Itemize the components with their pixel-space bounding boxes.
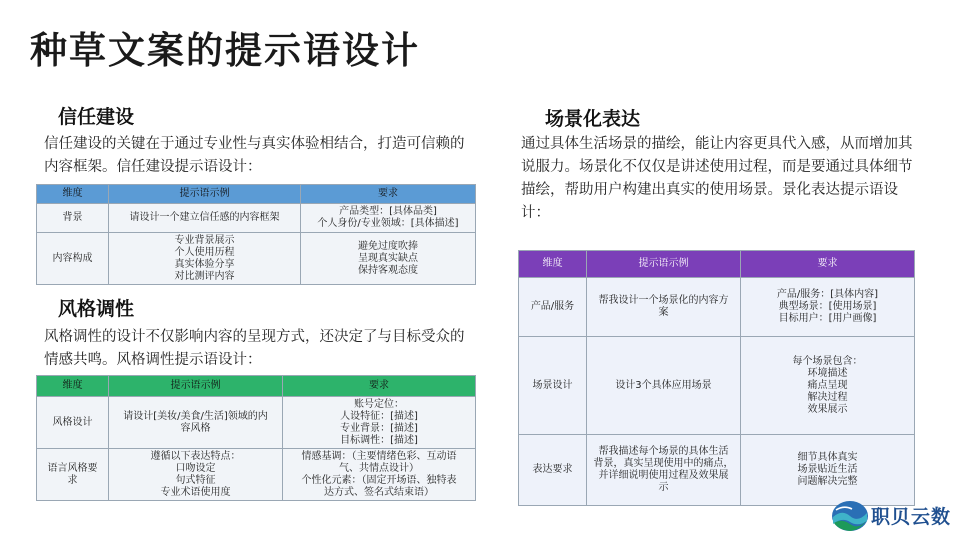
header-dimension: 维度 [37, 185, 109, 204]
scene-paragraph: 通过具体生活场景的描绘，能让内容更具代入感，从而增加其说服力。场景化不仅仅是讲述使用过程，而是要通过具体细节描绘，帮助用户构建出真实的使用场景。景化表达提示语设计： [521, 136, 913, 221]
header-dimension: 维度 [37, 376, 109, 397]
dimension-cell-line: 场景设计 [532, 379, 573, 391]
example-cell-line: 案 [658, 307, 669, 318]
example-cell-line: 并详细说明使用过程及效果展 [598, 470, 729, 481]
requirement-cell-line: 避免过度吹捧 [358, 240, 418, 252]
requirement-cell-line: 细节具体真实 [797, 452, 858, 463]
style-table [36, 375, 476, 501]
dimension-cell [37, 397, 109, 449]
example-cell-line: 真实体验分享 [174, 258, 235, 270]
requirement-cell-line: 保持客观态度 [358, 264, 418, 276]
example-cell [109, 204, 301, 233]
dimension-cell [519, 337, 587, 435]
table-row [519, 435, 915, 506]
table-row [37, 233, 476, 285]
requirement-cell-line: 情感基调：（主要情绪色彩、互动语 [301, 450, 457, 462]
requirement-cell [283, 397, 476, 449]
example-cell-line: 请设计[美妆/美食/生活]领域的内 [123, 410, 268, 422]
requirement-cell-line: 气、共情点设计） [339, 462, 419, 474]
dimension-cell [37, 204, 109, 233]
dimension-cell-line: 内容构成 [52, 252, 93, 264]
style-heading: 风格调性 [58, 298, 135, 320]
requirement-cell-line: 环境描述 [807, 367, 848, 379]
header-example: 提示语示例 [587, 251, 741, 278]
dimension-cell-line: 风格设计 [52, 416, 93, 428]
example-cell-line: 背景，真实呈现使用中的痛点， [593, 458, 734, 469]
table-row [519, 337, 915, 435]
requirement-cell-line: 人设特征：[描述] [340, 410, 418, 422]
example-cell-line: 专业术语使用度 [160, 486, 231, 498]
requirement-cell-line: 专业背景：[描述] [340, 422, 418, 434]
example-cell-line: 对比测评内容 [174, 270, 235, 282]
requirement-cell [301, 204, 476, 233]
requirement-cell-line: 痛点呈现 [807, 379, 848, 391]
dimension-cell [37, 233, 109, 285]
style-rows [37, 397, 476, 501]
requirement-cell [741, 337, 915, 435]
dimension-cell [519, 278, 587, 337]
scene-rows [519, 278, 915, 506]
requirement-cell-line: 目标用户：[用户画像] [778, 313, 877, 324]
requirement-cell-line: 个人身份/专业领域：[具体描述] [317, 218, 459, 229]
dimension-cell [37, 449, 109, 501]
header-example: 提示语示例 [109, 376, 283, 397]
table-row [37, 449, 476, 501]
header-example: 提示语示例 [109, 185, 301, 204]
requirement-cell-line: 产品/服务：[具体内容] [776, 289, 879, 300]
example-cell-line: 句式特征 [175, 474, 216, 486]
requirement-cell-line: 效果展示 [807, 403, 848, 415]
style-paragraph: 风格调性的设计不仅影响内容的呈现方式，还决定了与目标受众的情感共鸣。风格调性提示语设计： [44, 329, 465, 368]
dimension-cell-line: 求 [67, 474, 78, 486]
trust-paragraph: 信任建设的关键在于通过专业性与真实体验相结合，打造可信赖的内容框架。信任建设提示语设计： [44, 136, 465, 175]
requirement-cell-line: 呈现真实缺点 [358, 252, 418, 264]
example-cell-line: 示 [658, 482, 669, 493]
example-cell-line: 容风格 [180, 422, 211, 434]
example-cell [587, 435, 741, 506]
header-requirement: 要求 [301, 185, 476, 204]
trust-table [36, 184, 476, 285]
dimension-cell-line: 表达要求 [532, 464, 573, 475]
scene-table [518, 250, 915, 506]
requirement-cell-line: 每个场景包含： [792, 355, 863, 367]
brand-name: 职贝云数 [871, 506, 952, 528]
example-cell-line: 设计3个具体应用场景 [615, 379, 712, 391]
dimension-cell [519, 435, 587, 506]
example-cell-line: 帮我设计一个场景化的内容方 [598, 295, 729, 306]
table-row [519, 278, 915, 337]
example-cell [109, 449, 283, 501]
header-dimension: 维度 [519, 251, 587, 278]
requirement-cell-line: 问题解决完整 [797, 476, 858, 487]
example-cell-line: 请设计一个建立信任感的内容框架 [129, 212, 280, 223]
example-cell-line: 口吻设定 [175, 462, 216, 474]
table-row [37, 397, 476, 449]
page-title: 种草文案的提示语设计 [30, 29, 420, 72]
requirement-cell [283, 449, 476, 501]
requirement-cell-line: 解决过程 [807, 391, 848, 403]
trust-heading: 信任建设 [58, 106, 135, 128]
requirement-cell-line: 产品类型：[具体品类] [339, 206, 437, 217]
brand-logo [830, 497, 954, 535]
table-row [37, 204, 476, 233]
header-requirement: 要求 [741, 251, 915, 278]
requirement-cell-line: 账号定位： [354, 398, 404, 410]
dimension-cell-line: 产品/服务 [530, 301, 575, 312]
trust-rows [37, 204, 476, 285]
example-cell-line: 帮我描述每个场景的具体生活 [598, 446, 729, 457]
example-cell-line: 遵循以下表达特点： [150, 450, 241, 462]
requirement-cell-line: 目标调性：[描述] [340, 434, 418, 446]
requirement-cell [301, 233, 476, 285]
example-cell [109, 397, 283, 449]
requirement-cell [741, 435, 915, 506]
requirement-cell-line: 典型场景：[使用场景] [778, 301, 877, 312]
example-cell [587, 337, 741, 435]
requirement-cell [741, 278, 915, 337]
example-cell-line: 个人使用历程 [174, 246, 235, 258]
dimension-cell-line: 背景 [62, 212, 83, 223]
requirement-cell-line: 达方式、签名式结束语） [324, 486, 434, 498]
requirement-cell-line: 场景贴近生活 [797, 464, 858, 475]
example-cell [587, 278, 741, 337]
scene-heading: 场景化表达 [545, 108, 641, 130]
wave-globe-icon [830, 499, 870, 533]
dimension-cell-line: 语言风格要 [47, 462, 98, 474]
requirement-cell-line: 个性化元素：（固定开场语、独特表 [301, 474, 457, 486]
example-cell [109, 233, 301, 285]
header-requirement: 要求 [283, 376, 476, 397]
example-cell-line: 专业背景展示 [174, 234, 235, 246]
